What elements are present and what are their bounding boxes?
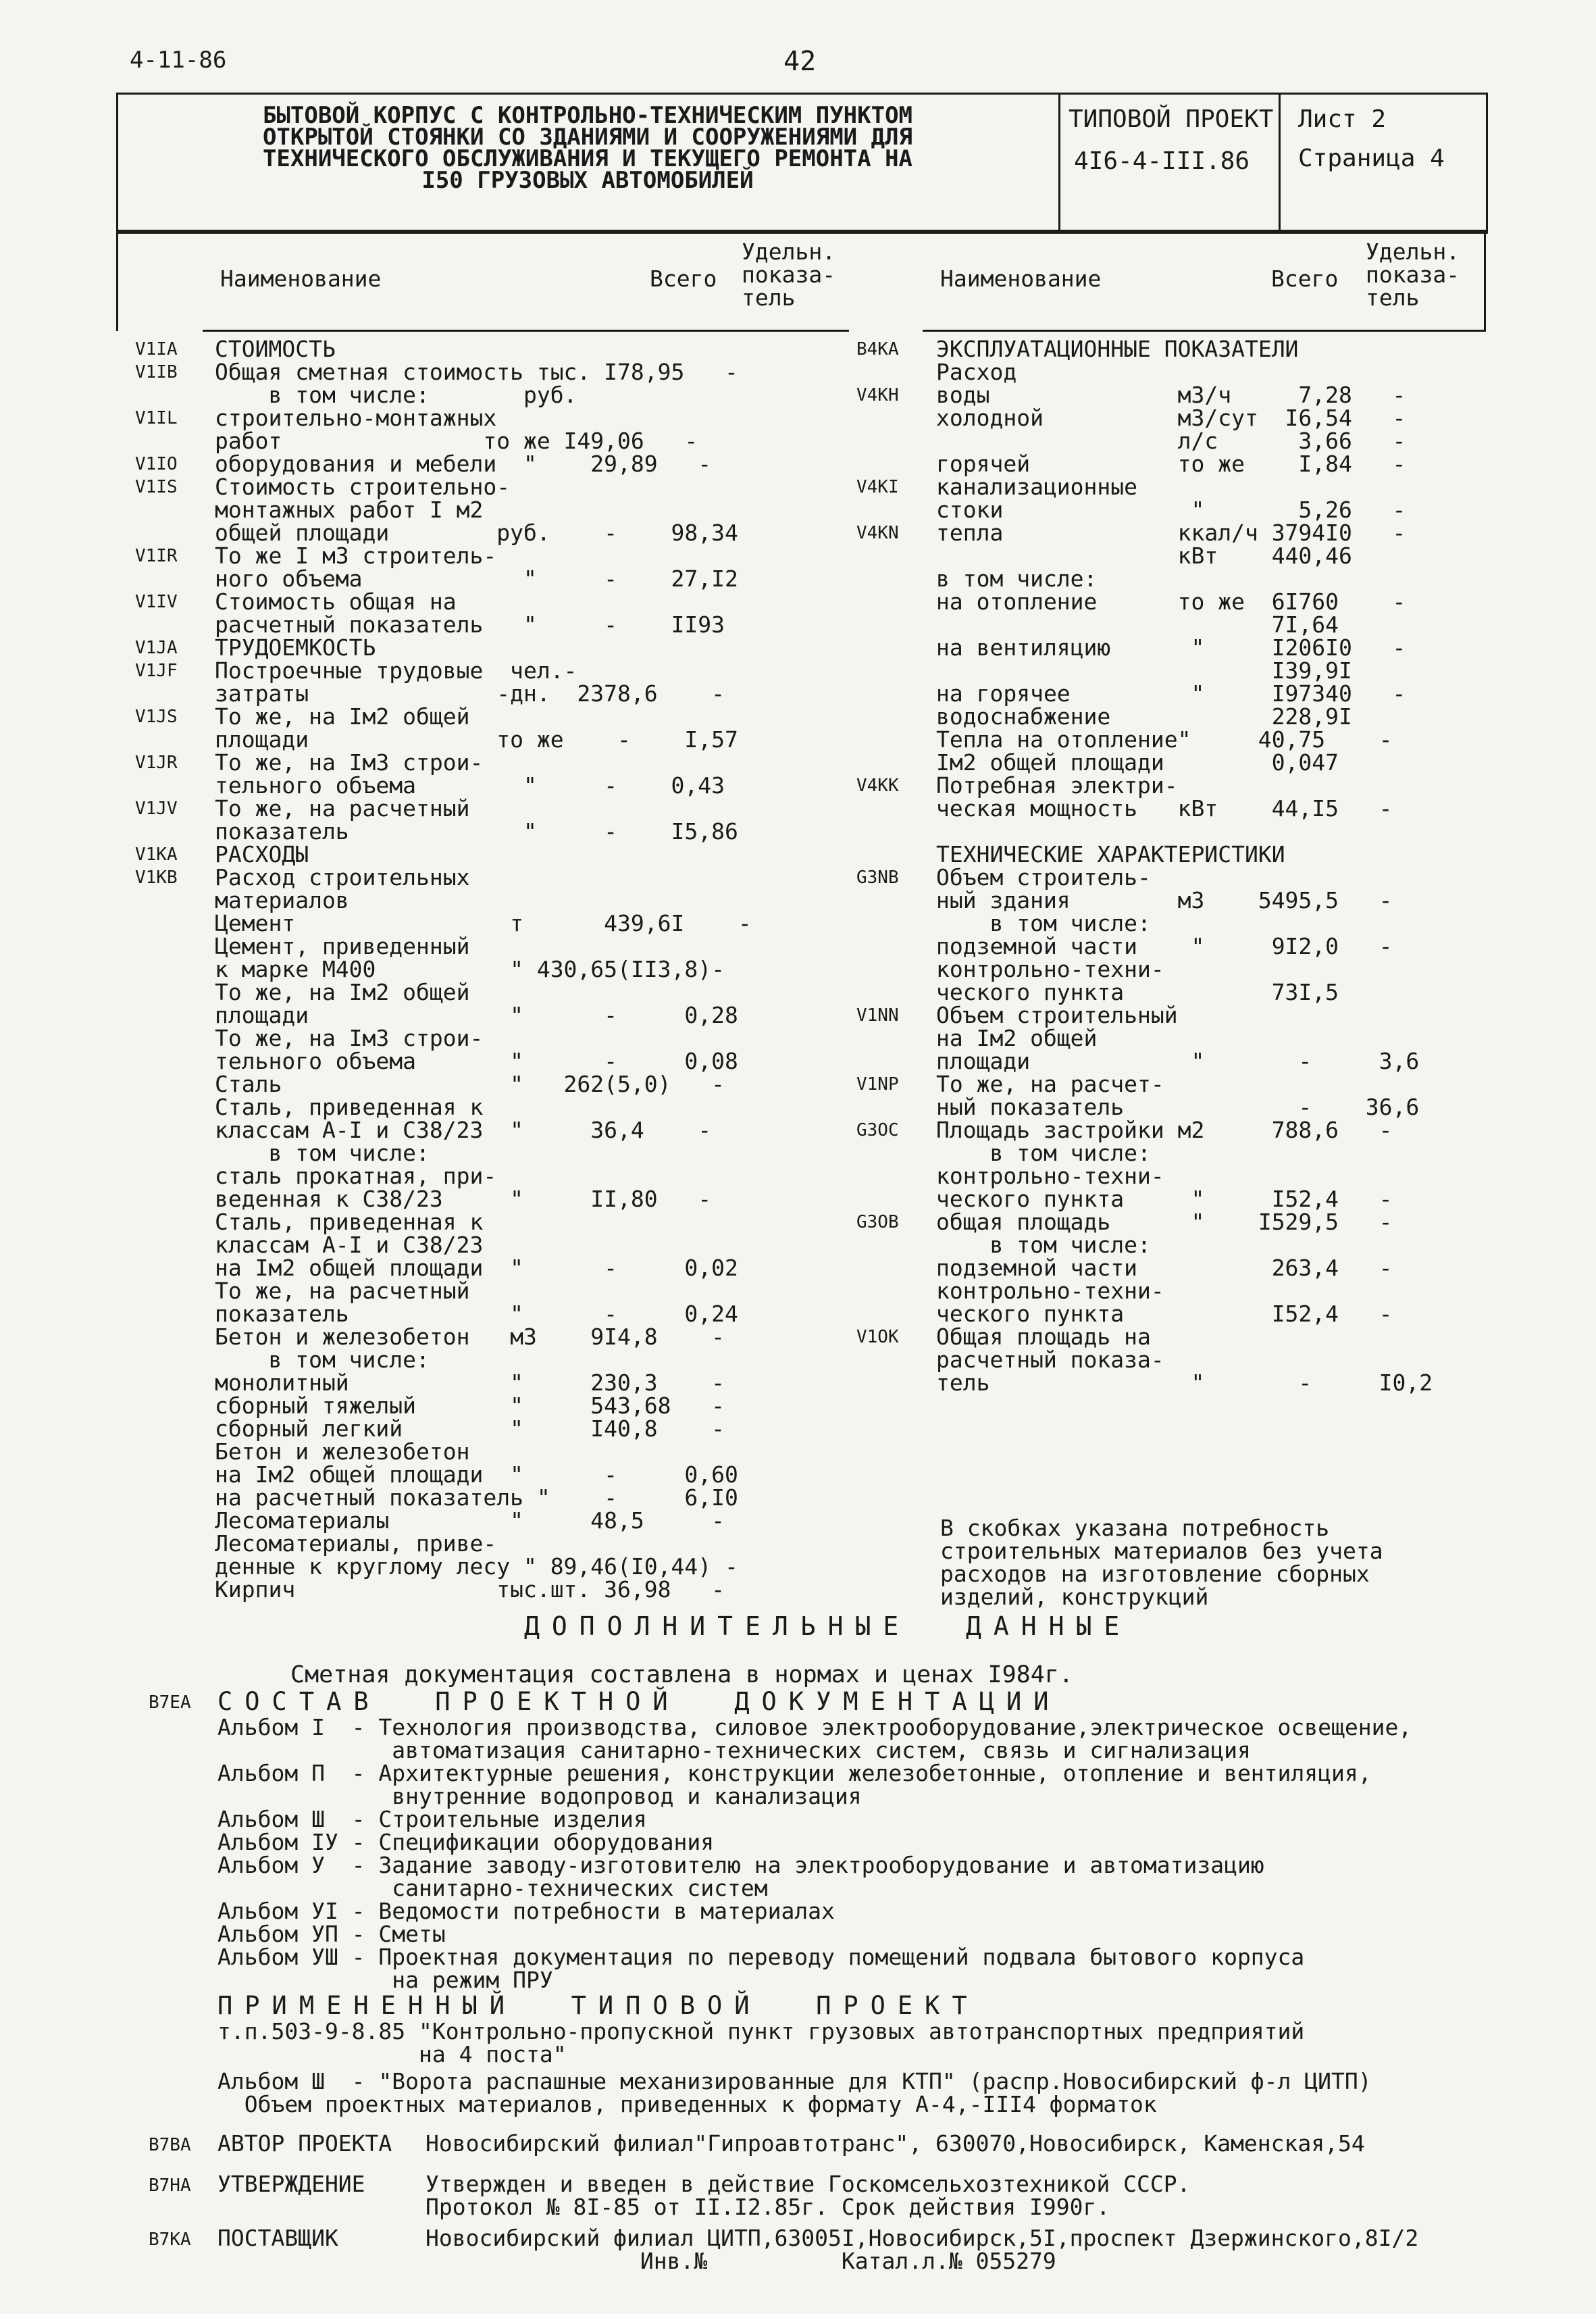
applied-line: т.п.503-9-8.85 "Контрольно-пропускной пункт грузовых автотранспортных предприятий: [217, 2018, 1305, 2044]
indicator-row: [856, 866, 1485, 1004]
indicator-line: Бетон и железобетон: [215, 1438, 470, 1465]
indicator-line: Построечные трудовые чел.-: [215, 657, 577, 684]
indicator-row: [856, 338, 1485, 384]
indicator-code: V1IS: [135, 477, 178, 497]
page-number: 42: [783, 46, 817, 77]
indicator-line: То же, на расчетный: [215, 795, 470, 822]
indicator-row: [135, 338, 851, 361]
indicator-code: V1IB: [135, 362, 178, 382]
approval-value: Утвержден и введен в действие Госкомсельхозтехникой СССР.: [426, 2171, 1191, 2197]
indicator-line: площади " - 3,6: [936, 1048, 1420, 1074]
indicator-line: Цемент, приведенный: [215, 933, 470, 959]
indicator-row: [856, 384, 1485, 476]
header-total-right: Всего: [1271, 266, 1339, 292]
indicator-line: ческого пункта 73I,5: [936, 979, 1339, 1005]
indicator-line: в том числе:: [215, 1347, 430, 1373]
indicator-row: [135, 361, 851, 407]
indicator-row: [135, 407, 851, 453]
indicator-line: горячей то же I,84 -: [936, 451, 1406, 477]
indicator-code: V4KH: [856, 385, 899, 405]
indicator-code: V1JF: [135, 661, 178, 681]
indicator-line: в том числе:: [936, 565, 1098, 592]
right-indicator-list: [856, 338, 1485, 1394]
indicator-line: Потребная электри-: [936, 772, 1178, 799]
title-line: ОТКРЫТОЙ СТОЯНКИ СО ЗДАНИЯМИ И СООРУЖЕНИЯМИ ДЛЯ: [262, 124, 913, 151]
indicator-line: в том числе:: [936, 1232, 1151, 1258]
indicator-code: G3NB: [856, 867, 899, 888]
indicator-code: V1IV: [135, 592, 178, 612]
indicator-code: V1KB: [135, 867, 178, 888]
approval-value: Протокол № 8I-85 от II.I2.85г. Срок действия I990г.: [426, 2194, 1110, 2220]
album-line: Альбом УI - Ведомости потребности в материалах: [217, 1898, 835, 1924]
indicator-line: в том числе:: [936, 910, 1151, 936]
indicator-line: тель " - I0,2: [936, 1369, 1433, 1396]
indicator-line: на вентиляцию " I206I0 -: [936, 634, 1406, 661]
indicator-line: То же, на Iм2 общей: [215, 979, 470, 1005]
indicator-code: V1IA: [135, 339, 178, 359]
indicator-line: к марке М400 " 430,65(II3,8)-: [215, 956, 725, 982]
indicator-row: [856, 820, 1485, 866]
indicator-row: [135, 545, 851, 590]
indicator-row: [135, 476, 851, 545]
indicator-line: Объем строитель-: [936, 864, 1151, 890]
indicator-line: холодной м3/сут I6,54 -: [936, 405, 1406, 431]
note-line: изделий, конструкций: [940, 1584, 1209, 1610]
indicator-line: площади " - 0,28: [215, 1002, 738, 1028]
indicator-line: показатель " - I5,86: [215, 818, 738, 845]
indicator-code: V1NP: [856, 1074, 899, 1095]
indicator-line: водоснабжение 228,9I: [936, 703, 1352, 730]
indicator-line: на Iм2 общей: [936, 1025, 1098, 1051]
indicator-code: V1JS: [135, 707, 178, 727]
indicator-line: строительно-монтажных: [215, 405, 497, 431]
indicator-code: V1JV: [135, 799, 178, 819]
indicator-line: ческого пункта I52,4 -: [936, 1301, 1393, 1327]
indicator-line: на расчетный показатель " - 6,I0: [215, 1484, 738, 1511]
applied-project-heading: ПРИМЕНЕННЫЙ ТИПОВОЙ ПРОЕКТ: [217, 1991, 979, 2020]
indicator-line: на Iм2 общей площади " - 0,02: [215, 1255, 738, 1281]
title-line: БЫТОВОЙ КОРПУС С КОНТРОЛЬНО-ТЕХНИЧЕСКИМ ПУНКТОМ: [262, 102, 913, 129]
indicator-line: классам А-I и С38/23 " 36,4 -: [215, 1117, 712, 1143]
supplier-value: Инв.№ Катал.л.№ 055279: [426, 2248, 1056, 2274]
applied-line: Альбом Ш - "Ворота распашные механизированные для КТП" (распр.Новосибирский ф-л ЦИТП): [217, 2068, 1372, 2094]
title-line: I50 ГРУЗОВЫХ АВТОМОБИЛЕЙ: [421, 167, 754, 194]
indicator-line: То же, на Iм2 общей: [215, 703, 470, 730]
indicator-line: сталь прокатная, при-: [215, 1163, 497, 1189]
note-line: В скобках указана потребность: [940, 1515, 1330, 1541]
table-top-rule: [116, 230, 1486, 232]
indicator-code: B4KA: [856, 339, 899, 359]
indicator-line: [936, 820, 1485, 843]
indicator-line: То же, на расчетный: [215, 1278, 470, 1304]
indicator-code: V4KI: [856, 477, 899, 497]
album-list: [217, 1716, 1412, 1992]
indicator-code: V1IR: [135, 546, 178, 566]
header-total-left: Всего: [650, 266, 717, 292]
indicator-line: Общая площадь на: [936, 1324, 1151, 1350]
indicator-line: подземной части 263,4 -: [936, 1255, 1393, 1281]
indicator-code: V1NN: [856, 1005, 899, 1026]
indicator-line: тельного объема " - 0,43: [215, 772, 725, 799]
indicator-line: СТОИМОСТЬ: [215, 336, 336, 362]
indicator-line: показатель " - 0,24: [215, 1301, 738, 1327]
indicator-line: веденная к С38/23 " II,80 -: [215, 1186, 712, 1212]
applied-line: Объем проектных материалов, приведенных к формату А-4,-III4 форматок: [217, 2091, 1157, 2117]
album-line: на режим ПРУ: [217, 1967, 553, 1993]
note-line: расходов на изготовление сборных: [940, 1561, 1370, 1587]
indicator-line: затраты -дн. 2378,6 -: [215, 680, 725, 707]
album-line: Альбом П - Архитектурные решения, конструкции железобетонные, отопление и вентиляция,: [217, 1760, 1372, 1786]
left-indicator-list: [135, 338, 851, 1601]
indicator-line: денные к круглому лесу " 89,46(I0,44) -: [215, 1553, 738, 1580]
indicator-line: площади то же - I,57: [215, 726, 738, 753]
document-date: 4-11-86: [130, 47, 227, 74]
table-right-rule: [1484, 230, 1486, 331]
indicator-line: материалов: [215, 887, 349, 913]
indicator-line: То же I м3 строитель-: [215, 543, 497, 569]
indicator-line: 7I,64: [936, 611, 1339, 638]
indicator-row: [135, 843, 851, 866]
indicator-row: [856, 1004, 1485, 1073]
indicator-line: Площадь застройки м2 788,6 -: [936, 1117, 1393, 1143]
indicator-line: монолитный " 230,3 -: [215, 1369, 725, 1396]
indicator-line: в том числе: руб.: [215, 382, 577, 408]
indicator-row: [135, 797, 851, 843]
indicator-row: [856, 1326, 1485, 1394]
supplier-code: B7KA: [149, 2230, 191, 2250]
note-line: строительных материалов без учета: [940, 1538, 1383, 1564]
composition-heading: СОСТАВ ПРОЕКТНОЙ ДОКУМЕНТАЦИИ: [217, 1687, 1061, 1716]
indicator-code: V1JA: [135, 638, 178, 658]
indicator-line: подземной части " 9I2,0 -: [936, 933, 1393, 959]
indicator-code: V1IO: [135, 454, 178, 474]
indicator-code: V4KN: [856, 523, 899, 543]
indicator-line: ческого пункта " I52,4 -: [936, 1186, 1393, 1212]
indicator-line: Общая сметная стоимость тыс. I78,95 -: [215, 359, 738, 385]
indicator-code: V1OK: [856, 1327, 899, 1347]
indicator-line: классам А-I и С38/23: [215, 1232, 484, 1258]
indicator-line: стоки " 5,26 -: [936, 497, 1406, 523]
indicator-line: Бетон и железобетон м3 9I4,8 -: [215, 1324, 725, 1350]
indicator-line: То же, на Iм3 строи-: [215, 1025, 484, 1051]
project-number: 4I6-4-III.86: [1074, 147, 1250, 175]
indicator-row: [856, 522, 1485, 774]
indicator-line: ТЕХНИЧЕСКИЕ ХАРАКТЕРИСТИКИ: [936, 841, 1285, 867]
indicator-code: V1KA: [135, 845, 178, 865]
indicator-row: [135, 705, 851, 751]
indicator-line: тепла ккал/ч 3794I0 -: [936, 520, 1406, 546]
indicator-line: сборный тяжелый " 543,68 -: [215, 1392, 725, 1419]
applied-line: на 4 поста": [217, 2041, 567, 2067]
indicator-line: в том числе:: [215, 1140, 430, 1166]
author-code: B7BA: [149, 2135, 191, 2155]
header-rule-right: [923, 330, 1486, 332]
indicator-line: ного объема " - 27,I2: [215, 565, 738, 592]
author-value: Новосибирский филиал"Гипроавтотранс", 630070,Новосибирск, Каменская,54: [426, 2130, 1365, 2157]
indicator-line: в том числе:: [936, 1140, 1151, 1166]
album-line: автоматизация санитарно-технических систем, связь и сигнализация: [217, 1737, 1251, 1763]
header-specific-line: тель: [742, 284, 796, 311]
title-line: ТЕХНИЧЕСКОГО ОБСЛУЖИВАНИЯ И ТЕКУЩЕГО РЕМОНТА НА: [262, 145, 913, 172]
album-line: Альбом I - Технология производства, силовое электрооборудование,электрическое освещение,: [217, 1714, 1412, 1740]
indicator-line: тельного объема " - 0,08: [215, 1048, 738, 1074]
indicator-row: [135, 590, 851, 636]
indicator-line: воды м3/ч 7,28 -: [936, 382, 1406, 408]
project-label: ТИПОВОЙ ПРОЕКТ: [1069, 105, 1274, 133]
indicator-row: [856, 774, 1485, 820]
indicator-line: ЭКСПЛУАТАЦИОННЫЕ ПОКАЗАТЕЛИ: [936, 336, 1299, 362]
brackets-note: [940, 1517, 1383, 1609]
indicator-line: ТРУДОЕМКОСТЬ: [215, 634, 376, 661]
album-line: внутренние водопровод и канализация: [217, 1783, 862, 1809]
indicator-line: контрольно-техни-: [936, 956, 1164, 982]
title-divider-2: [1279, 93, 1281, 232]
header-specific-line: показа-: [1366, 261, 1460, 288]
indicator-line: кВт 440,46: [936, 543, 1352, 569]
indicator-line: контрольно-техни-: [936, 1163, 1164, 1189]
header-specific-right: [1366, 238, 1460, 311]
indicator-line: ческая мощность кВт 44,I5 -: [936, 795, 1393, 822]
header-rule-left: [203, 330, 849, 332]
indicator-line: Стоимость общая на: [215, 588, 457, 615]
header-specific-line: тель: [1366, 284, 1420, 311]
applied-project-details: [217, 2020, 1372, 2116]
indicator-line: л/с 3,66 -: [936, 428, 1406, 454]
indicator-line: Iм2 общей площади 0,047: [936, 749, 1339, 776]
indicator-code: V1IL: [135, 408, 178, 428]
indicator-line: канализационные: [936, 474, 1138, 500]
indicator-code: V1JR: [135, 753, 178, 773]
indicator-line: Сталь, приведенная к: [215, 1209, 484, 1235]
indicator-row: [135, 866, 851, 1601]
indicator-row: [135, 453, 851, 476]
indicator-line: расчетный показа-: [936, 1347, 1164, 1373]
indicator-line: ный здания м3 5495,5 -: [936, 887, 1393, 913]
indicator-line: на отопление то же 6I760 -: [936, 588, 1406, 615]
indicator-line: оборудования и мебели " 29,89 -: [215, 451, 712, 477]
header-name-right: Наименование: [940, 266, 1102, 292]
indicator-line: ный показатель - 36,6: [936, 1094, 1420, 1120]
album-line: Альбом IУ - Спецификации оборудования: [217, 1829, 715, 1855]
indicator-line: сборный легкий " I40,8 -: [215, 1415, 725, 1442]
supplier-label: ПОСТАВЩИК: [217, 2225, 338, 2251]
indicator-line: То же, на расчет-: [936, 1071, 1164, 1097]
indicator-code: G3OB: [856, 1212, 899, 1232]
indicator-row: [856, 1119, 1485, 1211]
approval-code: B7HA: [149, 2175, 191, 2196]
indicator-line: Кирпич тыс.шт. 36,98 -: [215, 1576, 725, 1603]
indicator-line: РАСХОДЫ: [215, 841, 309, 867]
indicator-line: I39,9I: [936, 657, 1352, 684]
sheet-number: Лист 2: [1298, 105, 1387, 133]
table-left-rule: [116, 230, 118, 331]
header-specific-line: Удельн.: [1366, 238, 1460, 265]
indicator-row: [135, 659, 851, 705]
author-label: АВТОР ПРОЕКТА: [217, 2130, 392, 2157]
supplier-value: Новосибирский филиал ЦИТП,63005I,Новосибирск,5I,проспект Дзержинского,8I/2: [426, 2225, 1419, 2251]
indicator-line: Сталь, приведенная к: [215, 1094, 484, 1120]
indicator-line: Объем строительный: [936, 1002, 1178, 1028]
album-line: Альбом УП - Сметы: [217, 1921, 446, 1947]
indicator-row: [856, 1211, 1485, 1326]
indicator-line: общей площади руб. - 98,34: [215, 520, 738, 546]
indicator-line: Цемент т 439,6I -: [215, 910, 752, 936]
composition-code: B7EA: [149, 1692, 191, 1713]
indicator-line: Лесоматериалы, приве-: [215, 1530, 497, 1557]
title-divider-1: [1058, 93, 1060, 232]
header-specific-line: Удельн.: [742, 238, 836, 265]
indicator-line: работ то же I49,06 -: [215, 428, 698, 454]
indicator-row: [856, 1073, 1485, 1119]
indicator-line: общая площадь " I529,5 -: [936, 1209, 1393, 1235]
indicator-row: [135, 636, 851, 659]
indicator-line: Расход: [936, 359, 1017, 385]
document-title: [125, 102, 1050, 194]
indicator-line: То же, на Iм3 строи-: [215, 749, 484, 776]
page-label: Страница 4: [1298, 145, 1445, 172]
indicator-line: Лесоматериалы " 48,5 -: [215, 1507, 725, 1534]
header-specific-left: [742, 238, 836, 311]
album-line: санитарно-технических систем: [217, 1875, 768, 1901]
indicator-code: G3OC: [856, 1120, 899, 1140]
header-specific-line: показа-: [742, 261, 836, 288]
indicator-line: на Iм2 общей площади " - 0,60: [215, 1461, 738, 1488]
indicator-code: V4KK: [856, 776, 899, 796]
indicator-line: монтажных работ I м2: [215, 497, 484, 523]
indicator-line: Тепла на отопление" 40,75 -: [936, 726, 1393, 753]
indicator-line: Расход строительных: [215, 864, 470, 890]
indicator-row: [856, 476, 1485, 522]
indicator-row: [135, 751, 851, 797]
estimate-note: Сметная документация составлена в нормах и ценах I984г.: [290, 1661, 1073, 1688]
album-line: Альбом УШ - Проектная документация по переводу помещений подвала бытового корпуса: [217, 1944, 1305, 1970]
album-line: Альбом У - Задание заводу-изготовителю на электрооборудование и автоматизацию: [217, 1852, 1264, 1878]
indicator-line: Сталь " 262(5,0) -: [215, 1071, 725, 1097]
additional-data-heading: ДОПОЛНИТЕЛЬНЫЕ ДАННЫЕ: [524, 1611, 1132, 1641]
header-name-left: Наименование: [220, 266, 382, 292]
indicator-line: расчетный показатель " - II93: [215, 611, 725, 638]
indicator-line: Стоимость строительно-: [215, 474, 511, 500]
approval-label: УТВЕРЖДЕНИЕ: [217, 2171, 365, 2197]
album-line: Альбом Ш - Строительные изделия: [217, 1806, 647, 1832]
indicator-line: контрольно-техни-: [936, 1278, 1164, 1304]
indicator-line: на горячее " I97340 -: [936, 680, 1406, 707]
